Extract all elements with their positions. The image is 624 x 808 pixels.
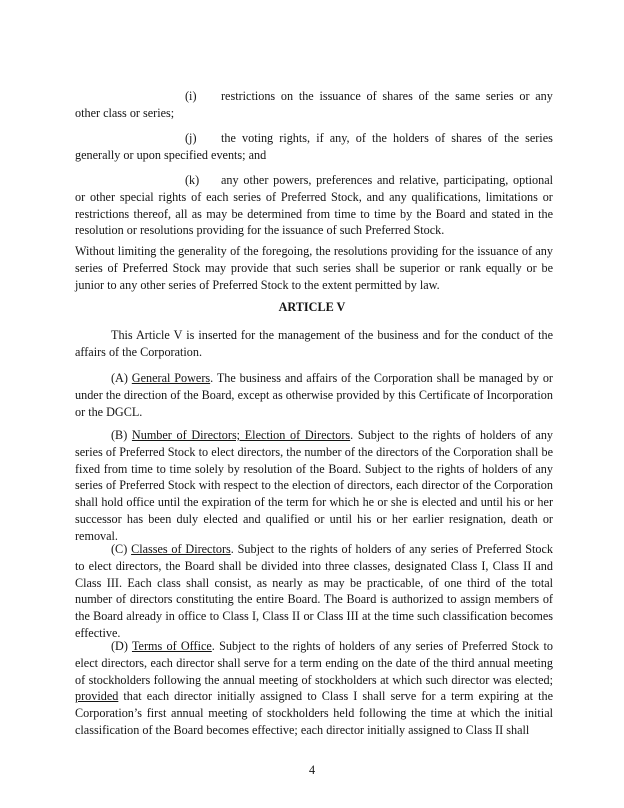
- section-d-marker: (D): [111, 639, 128, 653]
- section-d-provided: provided: [75, 689, 119, 704]
- item-i: (i) restrictions on the issuance of shares of the same series or any other class or series;: [75, 89, 553, 120]
- section-d-text-before: Subject to the rights of holders of any series of Preferred Stock to elect directors, each director shall serve for a term ending on the date of the third annual meeting of stockholders following the annual meeting of stockholders at which such director was elected;: [75, 639, 554, 687]
- foregoing-paragraph: Without limiting the generality of the foregoing, the resolutions providing for the issuance of any series of Preferred Stock may provide that such series shall be superior or rank equally or be junior to any other series of Preferred Stock to the extent permitted by law.: [75, 244, 553, 292]
- page-number: 4: [308, 763, 316, 777]
- section-c-marker: (C): [111, 542, 128, 556]
- section-c-title: Classes of Directors: [131, 542, 231, 556]
- item-j-marker: (j): [185, 131, 197, 145]
- section-b-marker: (B): [111, 428, 128, 442]
- item-j: (j) the voting rights, if any, of the holders of shares of the series generally or upon specified events; and: [75, 131, 553, 162]
- section-d-text-after: that each director initially assigned to Class I shall serve for a term expiring at the Corporation’s first annual meeting of stockholders held following the time at which the initial classification of the Board becomes effective; each director initially assigned to Class II shall: [75, 689, 553, 737]
- item-k: (k) any other powers, preferences and relative, participating, optional or other special rights of each series of Preferred Stock, and any qualifications, limitations or restrictions thereof, all as may be determined from time to time by the Board and stated in the resolution or resolutions providing for the issuance of such Preferred Stock.: [75, 173, 553, 238]
- section-a-text: The business and affairs of the Corporation shall be managed by or under the direction of the Board, except as otherwise provided by this Certificate of Incorporation or the DGCL.: [75, 371, 553, 419]
- item-i-line1: (i) restrictions on the issuance of shares of the same series or any: [185, 89, 553, 103]
- section-a: (A) General Powers. The business and affairs of the Corporation shall be managed by or under the direction of the Board, except as otherwise provided by this Certificate of Incorporation or the DGCL.: [75, 371, 553, 419]
- section-c-text: Subject to the rights of holders of any series of Preferred Stock to elect directors, the Board shall be divided into three classes, designated Class I, Class II and Class III. Each class shall consist, as nearly as may be practicable, of one third of the total number of directors constituting the entire Board. The Board is authorized to assign members of the Board already in office to Class I, Class II or Class III at the time such classification becomes effective.: [75, 542, 553, 640]
- section-c: (C) Classes of Directors. Subject to the rights of holders of any series of Preferred Stock to elect directors, the Board shall be divided into three classes, designated Class I, Class II and Class III. Each class shall consist, as nearly as may be practicable, of one third of the total number of directors constituting the entire Board. The Board is authorized to assign members of the Board already in office to Class I, Class II or Class III at the time such classification becomes effective.: [75, 542, 553, 640]
- item-i-marker: (i): [185, 89, 197, 103]
- section-a-title: General Powers: [131, 371, 211, 385]
- section-a-marker: (A): [111, 371, 128, 385]
- section-d-title: Terms of Office: [131, 639, 212, 653]
- item-k-marker: (k): [185, 173, 200, 187]
- section-b-text: Subject to the rights of holders of any series of Preferred Stock to elect directors, the number of the directors of the Corporation shall be fixed from time to time solely by resolution of the Board. Subject to the rights of holders of any series of Preferred Stock with respect to the election of directors, each director of the Corporation shall hold office until the expiration of the term for which he or she is elected and until his or her successor has been duly elected and qualified or until his or her earlier resignation, death or removal.: [75, 428, 554, 543]
- section-d: (D) Terms of Office. Subject to the rights of holders of any series of Preferred Stock to elect directors, each director shall serve for a term ending on the date of the third annual meeting of stockholders following the annual meeting of stockholders at which such director was elected; provided that each director initially assigned to Class I shall serve for a term expiring at the Corporation’s first annual meeting of stockholders held following the time at which the initial classification of the Board becomes effective; each director initially assigned to Class II shall: [75, 639, 554, 737]
- article-heading: ARTICLE V: [278, 300, 346, 314]
- section-b: (B) Number of Directors; Election of Directors. Subject to the rights of holders of any series of Preferred Stock to elect directors, the number of the directors of the Corporation shall be fixed from time to time solely by resolution of the Board. Subject to the rights of holders of any series of Preferred Stock with respect to the election of directors, each director of the Corporation shall hold office until the expiration of the term for which he or she is elected and until his or her successor has been duly elected and qualified or until his or her earlier resignation, death or removal.: [75, 428, 554, 543]
- section-b-title: Number of Directors; Election of Directors: [131, 428, 351, 442]
- article-intro: This Article V is inserted for the management of the business and for the conduct of the affairs of the Corporation.: [75, 328, 553, 359]
